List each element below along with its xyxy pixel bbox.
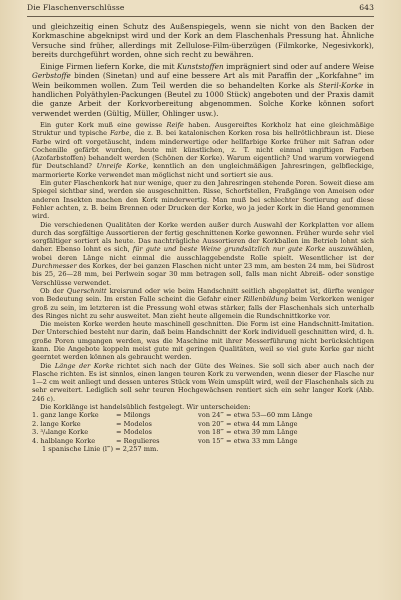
- paragraph-continuation: und gleichzeitig einen Schutz des Außenspiegels, wenn sie nicht von den Backen der Korkmaschine abgeknipst wird und der Kork an dem Flaschenhals Pressung hat. Ähnliche Versuche sind früher, allerdings mit Zellulose-Film-überzügen (Filmkorke, Negesivkork), bereits durchgeführt worden, ohne sich recht zu bewähren.: [32, 22, 374, 59]
- paragraph-poren: Ein guter Flaschenkork hat nur wenige, quer zu den Jahresringen stehende Poren. Soweit diese am Spiegel sichtbar sind, werden sie ausgeschnitten. Risse, Schorfstellen, Fraßgänge von Ameisen oder anderen Insekten machen den Kork minderwertig. Man muß bei schlechter Sortierung auf diese Fehler achten, z. B. beim Brennen oder Drucken der Korke, wo ja jeder Kork in die Hand genommen wird.: [32, 179, 374, 221]
- paragraph-qualitaeten: Die verschiedenen Qualitäten der Korke werden außer durch Auswahl der Korkplatten vor allem durch das sorgfältige Aussortieren der fertig geschnittenen Korke gewonnen. Früher wurde sehr viel sorgfältiger sortiert als heute. Das nachträgliche Aussortieren der Korkballen im Betrieb lohnt sich daher. Ebenso lohnt es sich, für gute und beste Weine grundsätzlich nur gute Korke auszuwählen, wobei deren Länge nicht einmal die ausschlaggebendste Rolle spielt. Wesentlicher ist der Durchmesser des Korkes, der bei ganzen Flaschen nicht unter 23 mm, am besten 24 mm, bei Südrost bis 25, 26—28 mm, bei Perlwein sogar 30 mm betragen soll, falls man nicht Abreiß- oder sonstige Verschlüsse verwendet.: [32, 220, 374, 287]
- paragraph-querschnitt: Ob der Querschnitt kreisrund oder wie beim Handschnitt seitlich abgeplattet ist, dürfte weniger von Bedeutung sein. Im ersten Falle scheint die Gefahr einer Rillenbildung beim Verkorken weniger groß zu sein, im letzteren ist die Pressung wohl etwas stärker, falls der Flaschenhals sich unterhalb des Ringes nicht zu sehr ausweitet. Man zieht heute allgemein die Rundschnittkorke vor.: [32, 286, 375, 320]
- list-item: 3. ³/₄lange Korke = Modelos von 18‴ = etwa 39 mm Länge: [32, 428, 298, 437]
- cork-size-list: [32, 411, 374, 453]
- paragraph-laenge: Die Länge der Korke richtet sich nach der Güte des Weines. Sie soll sich aber auch nach der Flasche richten. Es ist sinnlos, einen langen teuren Kork zu verwenden, wenn dieser der Flasche nur 1—2 cm weit anliegt und dessen unteres Stück vom Wein umspült wird, weil der Flaschenhals sich zu sehr erweitert. Lediglich soll sehr teuren Hochgewächsen rentiert sich ein sehr langer Kork (Abb. 246 c).: [32, 361, 374, 403]
- running-title: Die Flaschenverschlüsse: [27, 3, 125, 12]
- list-item: 2. lange Korke = Modelos von 20‴ = etwa 44 mm Länge: [32, 419, 298, 428]
- body-text: [32, 22, 374, 453]
- paragraph-kunststoff-korke: Einige Firmen liefern Korke, die mit Kunststoffen imprägniert sind oder auf andere Weise Gerbstoffe binden (Sinetan) und auf eine bessere Art als mit Paraffin der „Korkfahne“ im Wein beikommen wollen. Zum Teil werden die so behandelten Korke als Steril-Korke in handlichen Polyäthylen-Packungen (Beutel zu 1000 Stück) angeboten und der Praxis damit die ganze Arbeit der Korkvorbereitung abgenommen. Solche Korke können sofort verwendet werden (Gültig, Müller, Ohlinger usw.).: [32, 62, 374, 118]
- line-unit-note: 1 spanische Linie (l‴) = 2,257 mm.: [42, 444, 159, 453]
- list-item: 4. halblange Korke = Regulieres von 15‴ = etwa 33 mm Länge: [32, 436, 298, 445]
- paragraph-reife: Ein guter Kork muß eine gewisse Reife haben. Ausgereiftes Korkholz hat eine gleichmäßige Struktur und typische Farbe, die z. B. bei katalonischen Korken rosa bis hellrötlichbraun ist. Diese Farbe wird oft vorgetäuscht, indem minderwertige oder hellfarbige Korke früher mit Safran oder Cochenille gefärbt wurden, heute mit künstlichen, z. T. nicht einmal ungiftigen Farben (Azofarbstoffen) behandelt werden (Schönen der Korke). Warum eigentlich? Und warum vorwiegend für Deutschland? Unreife Korke, kenntlich an den ungleichmäßigen Jahresringen, gelbfleckige, marmorierte Korke verwendet man möglichst nicht und sortiert sie aus.: [32, 120, 375, 179]
- header-rule: [27, 16, 374, 17]
- paragraph-maschinell: Die meisten Korke werden heute maschinell geschnitten. Die Form ist eine Handschnitt-Imitation. Der Unterschied besteht nur darin, daß beim Handschnitt der Kork individuell geschnitten wird, d. h. große Poren umgangen werden, was die Maschine mit ihrer Messerführung nicht berücksichtigen kann. Die Angebote koppeln meist gute mit geringen Qualitäten, weil so viel gute Korke gar nicht geerntet werden können als gebraucht werden.: [32, 320, 374, 362]
- list-item: 1. ganz lange Korke = Milongs von 24‴ = etwa 53—60 mm Länge: [32, 411, 313, 420]
- paragraph-korklaenge: Die Korklänge ist handelsüblich festgelegt. Wir unterscheiden:: [40, 403, 251, 412]
- page-number: 643: [359, 3, 374, 12]
